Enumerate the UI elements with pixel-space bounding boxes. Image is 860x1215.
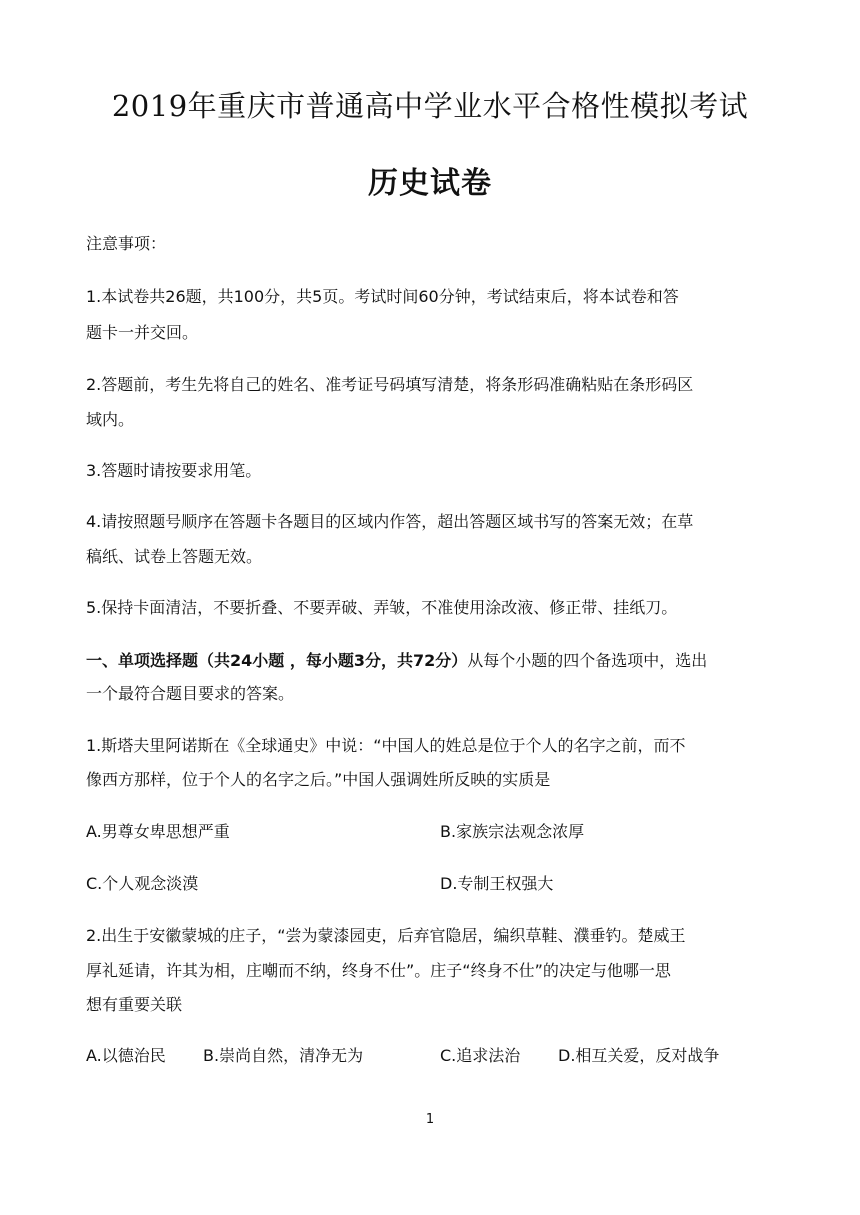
question-2-line-3: 想有重要关联 <box>86 995 183 1014</box>
section-heading <box>86 651 786 671</box>
question-2-option-c: C.追求法治 <box>440 1046 521 1065</box>
section-heading-bold: 一、单项选择题（共24小题 ，每小题3分，共72分） <box>86 651 468 670</box>
section-heading-line-2: 一个最符合题目要求的答案。 <box>86 684 295 703</box>
question-1-option-c: C.个人观念淡漠 <box>86 874 199 893</box>
notice-item-5: 5.保持卡面清洁，不要折叠、不要弄破、弄皱，不准使用涂改液、修正带、挂纸刀。 <box>86 598 678 617</box>
question-1-option-d: D.专制王权强大 <box>440 874 554 893</box>
notice-item-3: 3.答题时请按要求用笔。 <box>86 461 262 480</box>
section-heading-rest: 从每个小题的四个备选项中，选出 <box>467 651 708 670</box>
exam-title: 2019年重庆市普通高中学业水平合格性模拟考试 <box>111 89 749 123</box>
question-1-option-a: A.男尊女卑思想严重 <box>86 822 230 841</box>
notice-item-2-line-1: 2.答题前，考生先将自己的姓名、准考证号码填写清楚，将条形码准确粘贴在条形码区 <box>86 375 694 394</box>
page-number: 1 <box>425 1112 435 1127</box>
question-1-option-b: B.家族宗法观念浓厚 <box>440 822 585 841</box>
question-2-option-a: A.以德治民 <box>86 1046 166 1065</box>
notice-item-1-line-1: 1.本试卷共26题，共100分，共5页。考试时间60分钟，考试结束后，将本试卷和答 <box>86 287 679 306</box>
question-2-line-1: 2.出生于安徽蒙城的庄子，“尝为蒙漆园吏，后弃官隐居，编织草鞋、濮垂钓。楚威王 <box>86 926 686 945</box>
question-1-line-1: 1.斯塔夫里阿诺斯在《全球通史》中说：“中国人的姓总是位于个人的名字之前，而不 <box>86 736 686 755</box>
notice-heading: 注意事项： <box>86 234 167 253</box>
question-2-line-2: 厚礼延请，许其为相，庄嘲而不纳，终身不仕”。庄子“终身不仕”的决定与他哪一思 <box>86 961 671 980</box>
notice-item-4-line-2: 稿纸、试卷上答题无效。 <box>86 547 263 566</box>
notice-item-2-line-2: 域内。 <box>86 410 135 429</box>
question-1-line-2: 像西方那样，位于个人的名字之后。”中国人强调姓所反映的实质是 <box>86 770 551 789</box>
question-2-option-d: D.相互关爱，反对战争 <box>558 1046 720 1065</box>
question-2-option-b: B.崇尚自然，清净无为 <box>203 1046 364 1065</box>
notice-item-1-line-2: 题卡一并交回。 <box>86 323 199 342</box>
notice-item-4-line-1: 4.请按照题号顺序在答题卡各题目的区域内作答，超出答题区域书写的答案无效；在草 <box>86 512 694 531</box>
exam-subtitle: 历史试卷 <box>368 166 492 201</box>
